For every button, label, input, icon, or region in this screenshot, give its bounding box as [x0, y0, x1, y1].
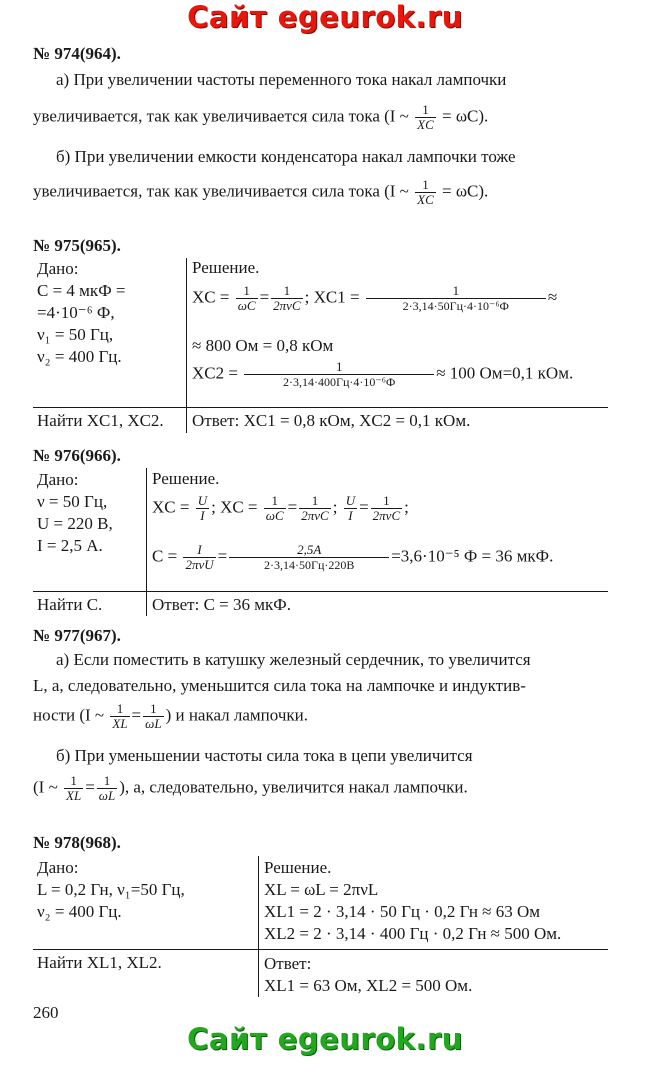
problem-976-title: № 976(966).: [33, 446, 121, 465]
p978-given: [37, 857, 185, 923]
page-number: 260: [33, 1003, 59, 1022]
p977-a-line1: а) Если поместить в катушку железный сердечник, то увеличится: [56, 650, 531, 669]
solution-line: XL = ωL = 2πνL: [264, 880, 379, 899]
given-item: I = 2,5 А.: [37, 536, 103, 555]
p977-b-line2: (I ~ $\frac{1}{XL}$ = $\frac{1}{\omega L}$ ), а, следовательно, увеличится накал лампочки.: [33, 773, 468, 803]
p976-solution-label: Решение.: [152, 469, 220, 488]
p976-divider-vertical: [146, 468, 147, 616]
p977-a-line3: ности (I ~ $\frac{1}{XL}$ = $\frac{1}{\omega L}$ ) и накал лампочки.: [33, 701, 308, 731]
p975-divider-horizontal: [33, 407, 608, 408]
problem-974-title: № 974(964).: [33, 44, 121, 63]
given-label: Дано:: [37, 470, 79, 489]
solution-line: XL1 = 2 · 3,14 · 50 Гц · 0,2 Гн ≈ 63 Ом: [264, 902, 541, 921]
p975-given: [37, 258, 125, 368]
p976-solution-line1: XC = $\frac{U}{I}$ ; XC = $\frac{1}{\omega C}$ = $\frac{1}{\text{2πνC}}$ ; $\frac{U}{I}$ = $\frac{1}{\text{2πνC}}$ ;: [152, 493, 409, 523]
p977-a-line2: L, а, следовательно, уменьшится сила тока на лампочке и индуктив-: [33, 676, 526, 695]
p976-answer: Ответ: C = 36 мкФ.: [152, 595, 291, 614]
answer-value: XL1 = 63 Ом, XL2 = 500 Ом.: [264, 976, 473, 995]
p974-b-tail: = ωC).: [442, 181, 489, 201]
given-item: ν₂ = 400 Гц.: [37, 902, 122, 921]
given-item: U = 220 В,: [37, 514, 113, 533]
p974-b-line1: б) При увеличении емкости конденсатора накал лампочки тоже: [56, 147, 516, 166]
p975-answer: Ответ: XC1 = 0,8 кОм, XC2 = 0,1 кОм.: [192, 411, 471, 430]
p974-a-line2: [33, 103, 488, 132]
p974-a-fraction: $\frac{1}{XC}$: [417, 102, 434, 132]
given-label: Дано:: [37, 259, 79, 278]
p975-solution-line3: XC2 = $\frac{1}{\text{2·3,14·400Гц·4·10⁻⁶Ф}}$ ≈ 100 Ом=0,1 кОм.: [192, 359, 574, 389]
p978-divider-horizontal: [33, 949, 608, 950]
p975-solution-line2: ≈ 800 Ом = 0,8 кОм: [192, 336, 334, 355]
p976-given: [37, 469, 113, 557]
p974-a-text: увеличивается, так как увеличивается сила тока (I ~: [33, 106, 409, 126]
p975-solution-line1: XC = $\frac{1}{\omega C}$ = $\frac{1}{\text{2πνC}}$ ; XC1 = $\frac{1}{\text{2·3,14·50Гц·4·10⁻⁶Ф}}$ ≈: [192, 283, 558, 313]
p974-a-line1: а) При увеличении частоты переменного тока накал лампочки: [56, 70, 507, 89]
given-item: ν₁ = 50 Гц,: [37, 325, 114, 344]
given-item: ν = 50 Гц,: [37, 492, 108, 511]
given-item: L = 0,2 Гн, ν₁=50 Гц,: [37, 880, 185, 899]
problem-975-title: № 975(965).: [33, 236, 121, 255]
p976-find: Найти C.: [37, 595, 103, 614]
p978-solution: [264, 857, 561, 945]
p974-b-fraction: $\frac{1}{XC}$: [417, 177, 434, 207]
p978-answer-block: [264, 953, 472, 997]
p977-b-line1: б) При уменьшении частоты сила тока в цепи увеличится: [56, 746, 473, 765]
given-item: C = 4 мкФ =: [37, 281, 126, 300]
p974-a-tail: = ωC).: [442, 106, 489, 126]
problem-978-title: № 978(968).: [33, 833, 121, 852]
p976-divider-horizontal: [33, 591, 608, 592]
p974-b-text: увеличивается, так как увеличивается сила тока (I ~: [33, 181, 409, 201]
p974-b-line2: [33, 178, 488, 207]
answer-label: Ответ:: [264, 954, 312, 973]
p975-find: Найти XC1, XC2.: [37, 411, 164, 430]
p976-solution-line2: C = $\frac{I}{\text{2πνU}}$ = $\frac{2,5A}{2\cdot 3,14\cdot 50Гц\cdot 220В}$ =3,6·10⁻⁵ Ф = 36 мкФ.: [152, 542, 554, 572]
watermark-bottom: Сайт egeurok.ru: [187, 1022, 463, 1056]
given-label: Дано:: [37, 858, 79, 877]
solution-label: Решение.: [264, 858, 332, 877]
problem-977-title: № 977(967).: [33, 626, 121, 645]
watermark-top: Сайт egeurok.ru: [187, 0, 463, 34]
p978-find: Найти XL1, XL2.: [37, 953, 162, 972]
p978-divider-vertical: [258, 856, 259, 997]
solution-line: XL2 = 2 · 3,14 · 400 Гц · 0,2 Гн ≈ 500 Ом.: [264, 924, 562, 943]
p975-solution-label: Решение.: [192, 258, 260, 277]
given-item: ν₂ = 400 Гц.: [37, 347, 122, 366]
given-item: =4·10⁻⁶ Ф,: [37, 303, 115, 322]
